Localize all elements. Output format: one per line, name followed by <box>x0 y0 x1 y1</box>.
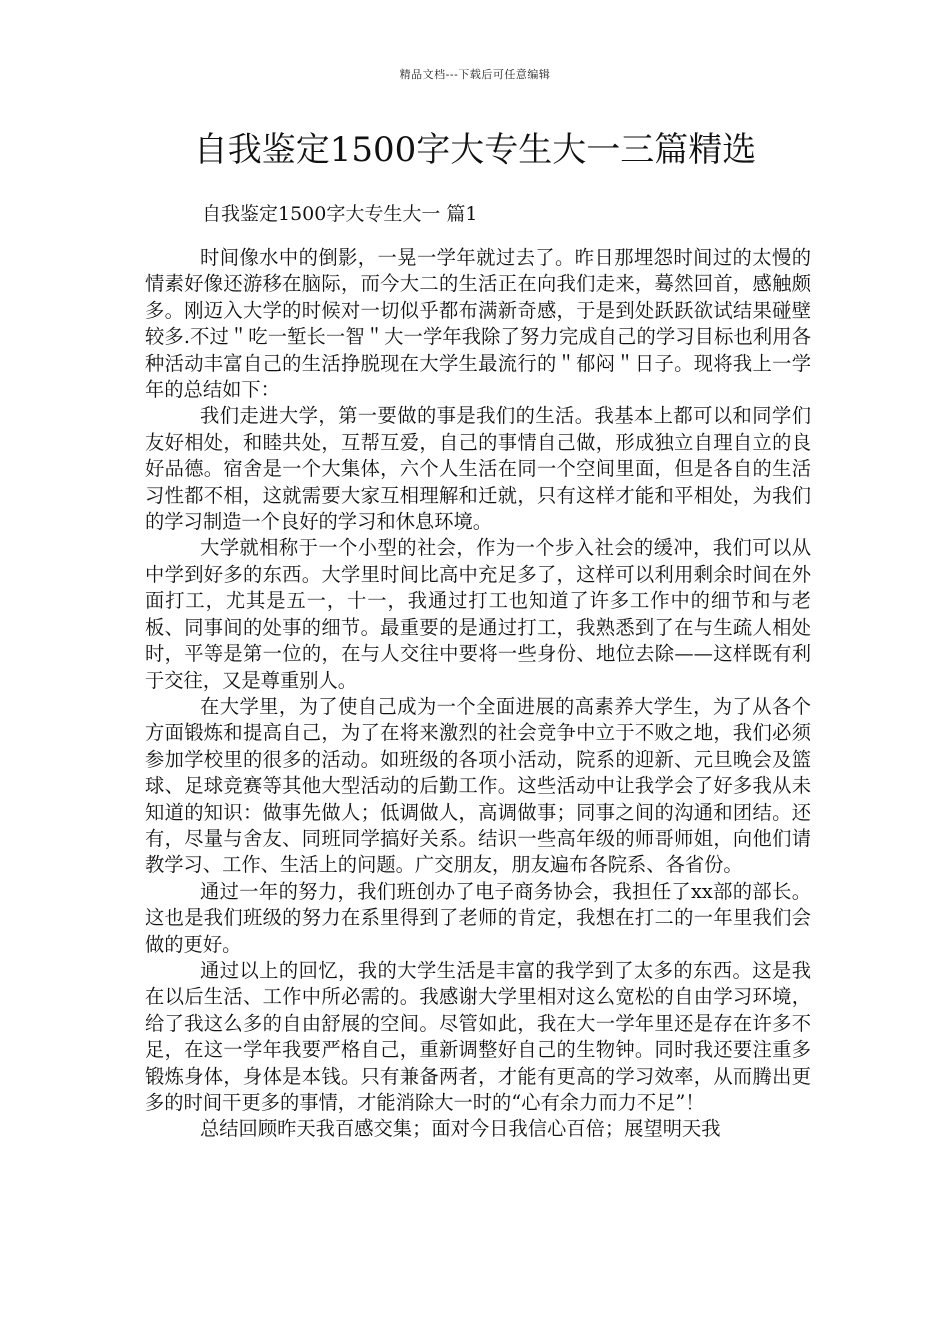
document-title: 自我鉴定1500字大专生大一三篇精选 <box>193 130 757 170</box>
section-heading: 自我鉴定1500字大专生大一 篇1 <box>202 203 478 225</box>
document-body <box>145 245 811 1143</box>
paragraph: 我们走进大学，第一要做的事是我们的生活。我基本上都可以和同学们友好相处，和睦共处，互帮互爱，自己的事情自己做，形成独立自理自立的良好品德。宿舍是一个大集体，六个人生活在同一个空间里面，但是各自的生活习性都不相，这就需要大家互相理解和迁就，只有这样才能和平相处，为我们的学习制造一个良好的学习和休息环境。 <box>145 404 811 534</box>
paragraph: 通过以上的回忆，我的大学生活是丰富的我学到了太多的东西。这是我在以后生活、工作中所必需的。我感谢大学里相对这么宽松的自由学习环境，给了我这么多的自由舒展的空间。尽管如此，我在大一学年里还是存在许多不足，在这一学年我要严格自己，重新调整好自己的生物钟。同时我还要注重多锻炼身体，身体是本钱。只有兼备两者，才能有更高的学习效率，从而腾出更多的时间干更多的事情，才能消除大一时的“心有余力而力不足”！ <box>145 958 811 1114</box>
paragraph: 在大学里，为了使自己成为一个全面进展的高素养大学生，为了从各个方面锻炼和提高自己，为了在将来激烈的社会竞争中立于不败之地，我们必须参加学校里的很多的活动。如班级的各项小活动，院系的迎新、元旦晚会及篮球、足球竞赛等其他大型活动的后勤工作。这些活动中让我学会了好多我从未知道的知识：做事先做人；低调做人，高调做事；同事之间的沟通和团结。还有，尽量与舍友、同班同学搞好关系。结识一些高年级的师哥师姐，向他们请教学习、工作、生活上的问题。广交朋友，朋友遍布各院系、各省份。 <box>145 694 811 877</box>
paragraph: 通过一年的努力，我们班创办了电子商务协会，我担任了xx部的部长。这也是我们班级的努力在系里得到了老师的肯定，我想在打二的一年里我们会做的更好。 <box>145 879 811 956</box>
paragraph: 总结回顾昨天我百感交集；面对今日我信心百倍；展望明天我 <box>200 1117 721 1141</box>
paragraph: 时间像水中的倒影，一晃一学年就过去了。昨日那埋怨时间过的太慢的情素好像还游移在脑际，而今大二的生活正在向我们走来，蓦然回首，感触颇多。刚迈入大学的时候对一切似乎都布满新奇感，于是到处跃跃欲试结果碰壁较多.不过＂吃一堑长一智＂大一学年我除了努力完成自己的学习目标也利用各种活动丰富自己的生活挣脱现在大学生最流行的＂郁闷＂日子。现将我上一学年的总结如下： <box>145 246 811 402</box>
paragraph: 大学就相称于一个小型的社会，作为一个步入社会的缓冲，我们可以从中学到好多的东西。大学里时间比高中充足多了，这样可以利用剩余时间在外面打工，尤其是五一，十一，我通过打工也知道了许多工作中的细节和与老板、同事间的处事的细节。最重要的是通过打工，我熟悉到了在与生疏人相处时，平等是第一位的，在与人交往中要将一些身份、地位去除——这样既有利于交往，又是尊重别人。 <box>145 536 811 692</box>
header-note: 精品文档---下载后可任意编辑 <box>399 68 551 81</box>
